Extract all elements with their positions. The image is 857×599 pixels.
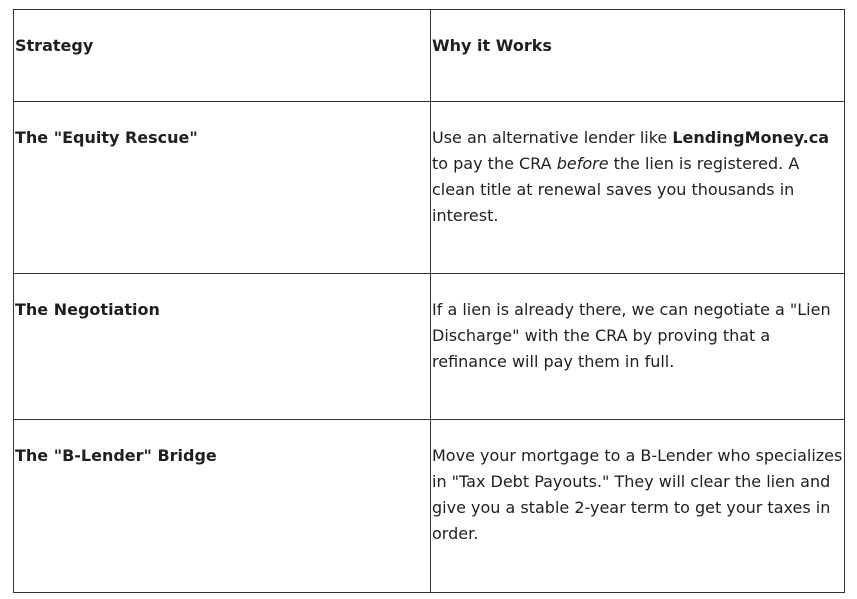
why-text: Move your mortgage to a B-Lender who specializes in "Tax Debt Payouts." They will clear the lien and give you a stable 2-year term to get your taxes in order. bbox=[432, 446, 843, 543]
header-cell-why bbox=[431, 10, 845, 102]
why-text bbox=[431, 102, 844, 229]
strategy-name: The Negotiation bbox=[15, 300, 160, 319]
why-cell bbox=[431, 274, 845, 420]
why-cell bbox=[431, 102, 845, 274]
why-cell bbox=[431, 420, 845, 593]
header-strategy-label: Strategy bbox=[15, 36, 94, 55]
why-text: If a lien is already there, we can negotiate a "Lien Discharge" with the CRA by proving that a refinance will pay them in full. bbox=[432, 300, 831, 371]
strategy-cell bbox=[14, 420, 431, 593]
table-header-row bbox=[14, 10, 845, 102]
strategy-cell bbox=[14, 102, 431, 274]
strategy-table-container bbox=[13, 9, 845, 593]
why-text-part: Use an alternative lender like bbox=[432, 128, 673, 147]
header-cell-strategy bbox=[14, 10, 431, 102]
header-why-label: Why it Works bbox=[432, 36, 552, 55]
emphasis-text: before bbox=[556, 154, 609, 173]
why-text-part: the lien is registered. A clean title at renewal saves you thousands in interest. bbox=[432, 154, 800, 225]
table-row bbox=[14, 274, 845, 420]
strategy-name: The "B-Lender" Bridge bbox=[15, 446, 217, 465]
strategy-cell bbox=[14, 274, 431, 420]
table-row bbox=[14, 420, 845, 593]
why-text-part: to pay the CRA bbox=[432, 154, 557, 173]
lender-name: LendingMoney.ca bbox=[672, 128, 830, 147]
strategy-name: The "Equity Rescue" bbox=[15, 128, 198, 147]
strategy-table bbox=[13, 9, 845, 593]
table-row bbox=[14, 102, 845, 274]
